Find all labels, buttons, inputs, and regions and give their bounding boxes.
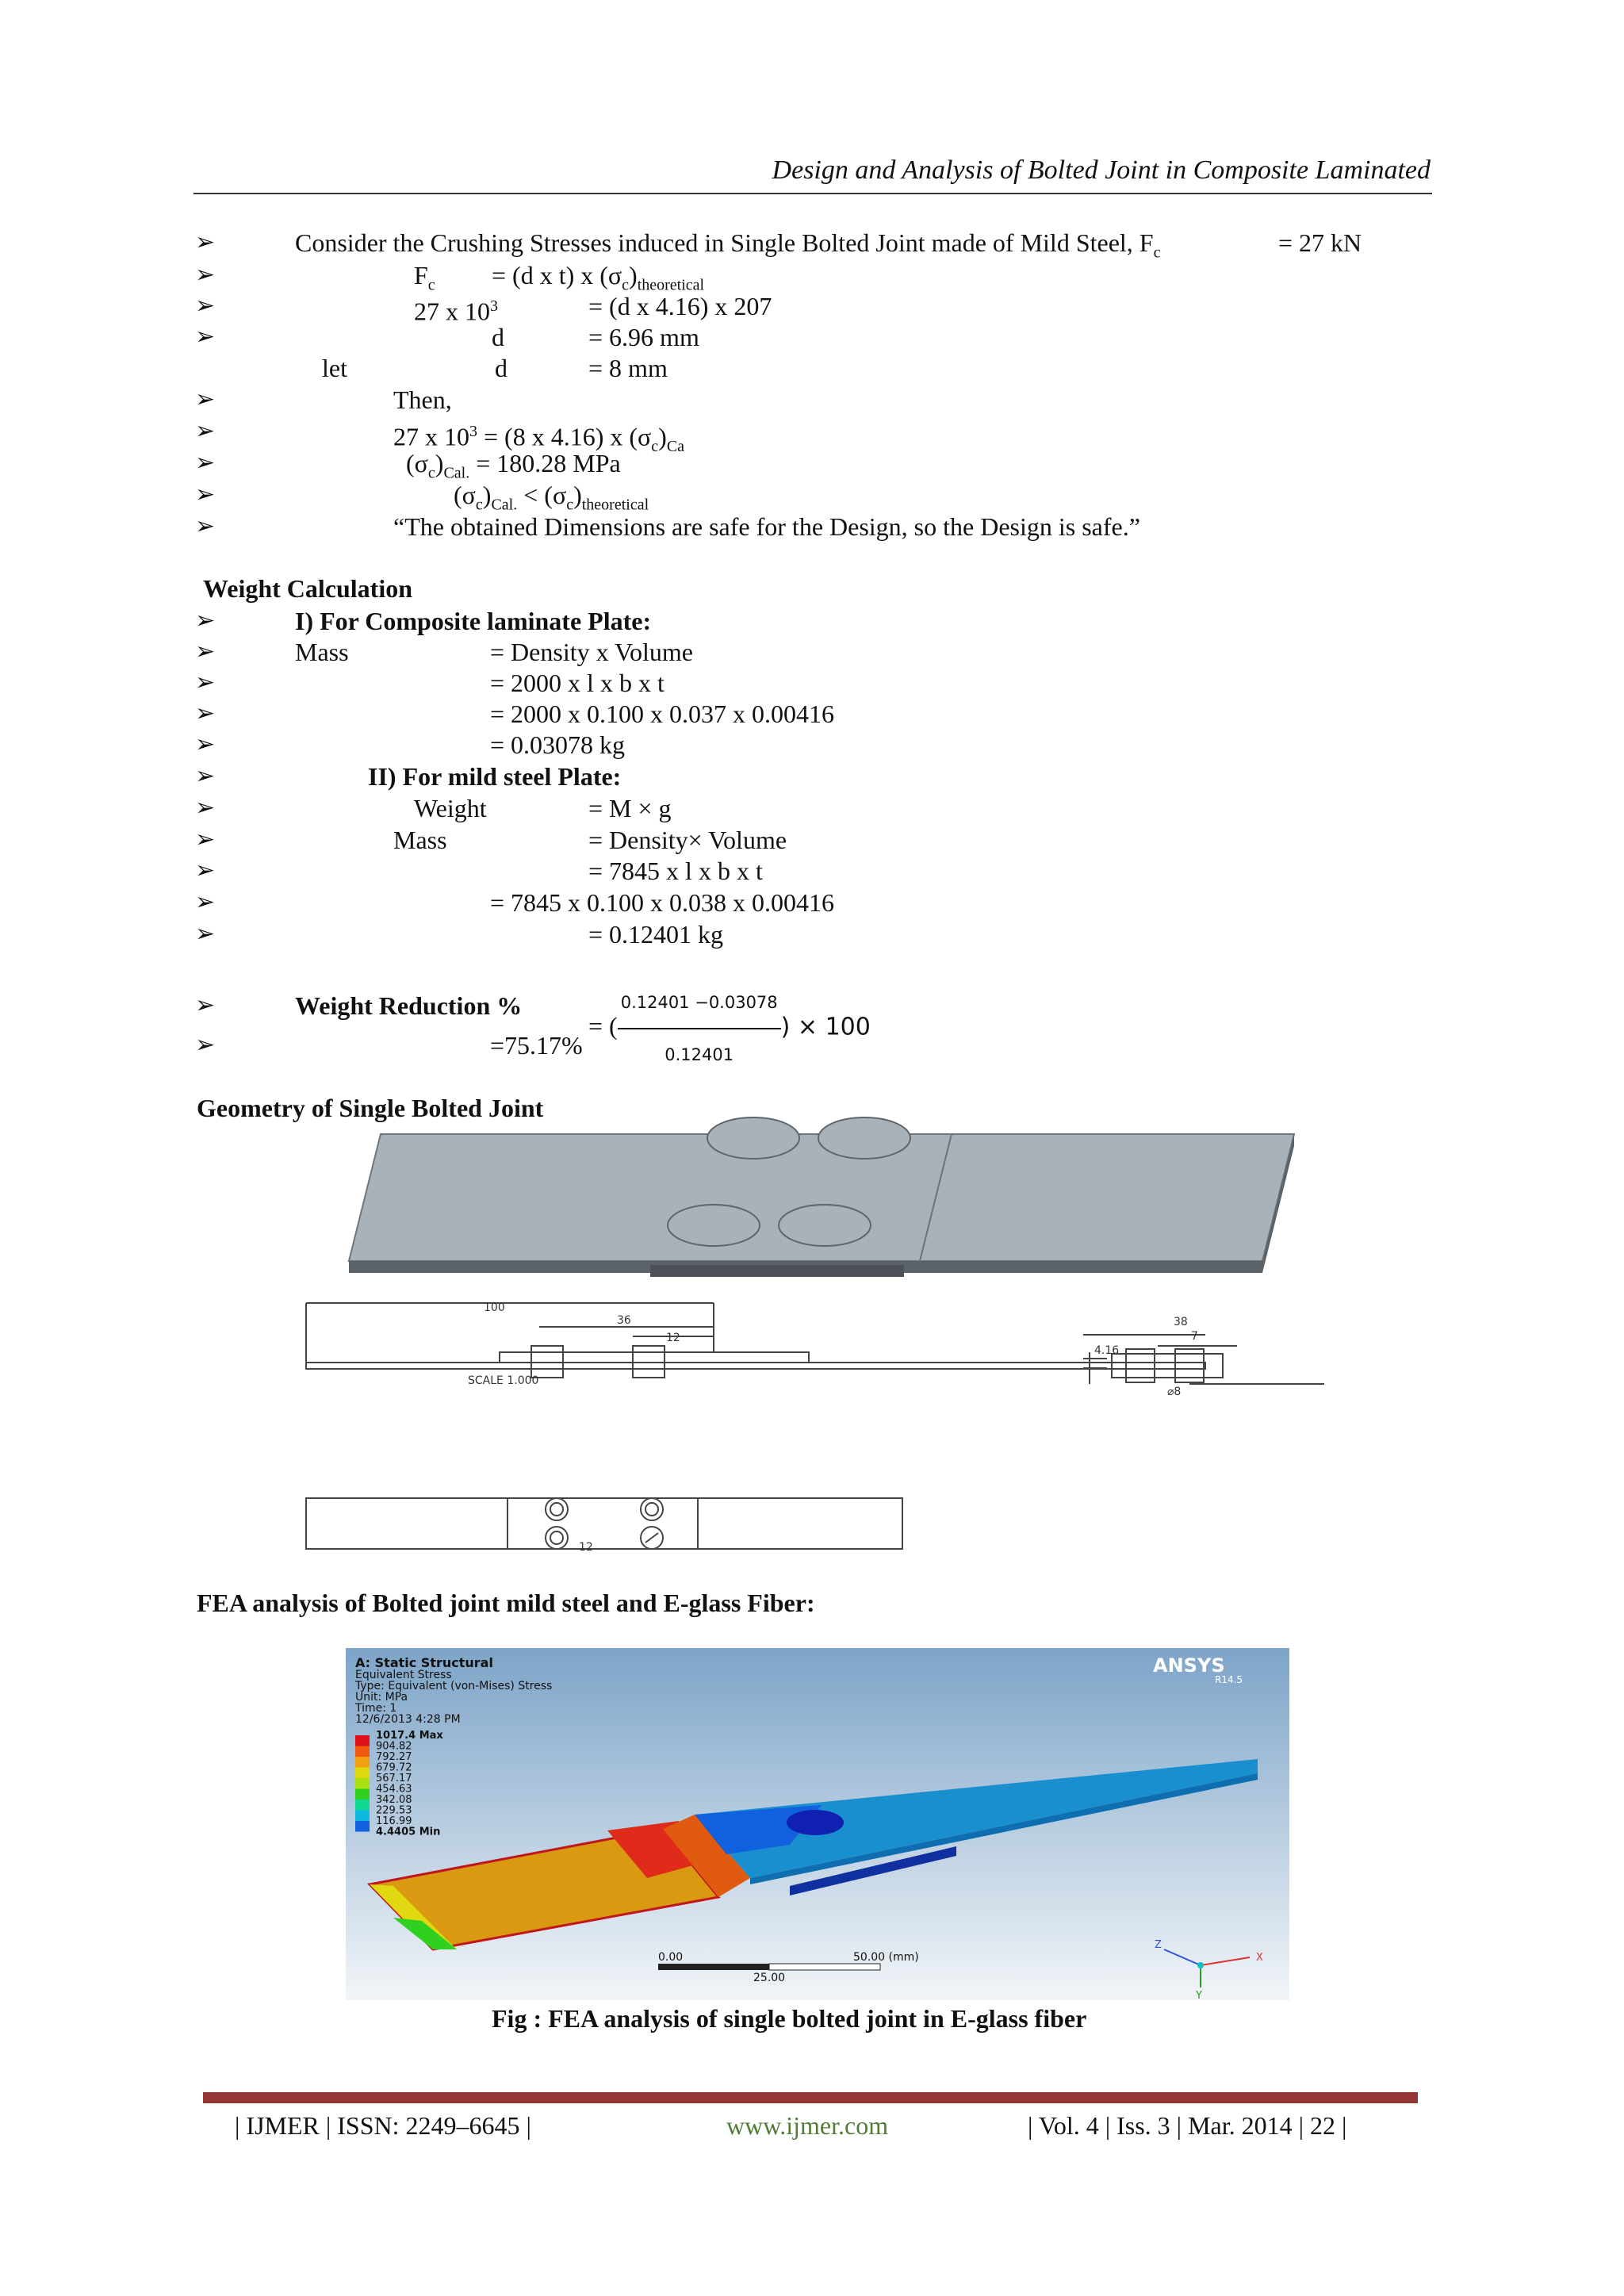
joint-3d-model [333,1114,1300,1281]
footer-left: | IJMER | ISSN: 2249–6645 | [235,2111,531,2140]
axis-x-label: X [1256,1952,1263,1964]
scale-50: 50.00 (mm) [853,1951,919,1964]
crush-line-5-lhs: d [495,354,508,382]
crush-line-3-lhs: 27 x $10^3$ [414,297,498,326]
axis-z-label: Z [1155,1939,1162,1951]
w3: = 2000 x 0.100 x 0.037 x 0.00416 [490,700,835,728]
legend-swatch [355,1789,370,1800]
fea-line-6: 12/6/2013 4:28 PM [355,1713,461,1726]
dim-36-label: 36 [617,1314,631,1327]
dim-12-label: 12 [666,1332,680,1344]
crush-line-6: Then, [393,385,452,414]
ansys-logo: ANSYS [1153,1654,1225,1677]
bullet-icon: ➢ [195,608,216,634]
dim-100-label: 100 [484,1301,505,1314]
weight-heading: Weight Calculation [203,574,413,603]
fea-line-3: Type: Equivalent (von-Mises) Stress [355,1680,553,1692]
legend-label: 904.82 [376,1740,412,1753]
legend-swatch [355,1811,370,1822]
scale-25: 25.00 [753,1972,786,1984]
crush-line-2-rhs: = (d x t) x $(\sigma_c)_{theoretical}$ [492,261,705,294]
crush-line-8: $(\sigma_c)_{Cal.} = 180.28$ MPa [406,449,621,482]
bullet-icon: ➢ [195,889,216,915]
fea-line-2: Equivalent Stress [355,1669,452,1681]
dim-38-label: 38 [1174,1316,1188,1328]
bullet-icon: ➢ [195,293,216,319]
legend-swatch [355,1735,370,1746]
fea-title: A: Static Structural [355,1655,493,1670]
legend-label: 792.27 [376,1751,412,1763]
bullet-icon: ➢ [195,857,216,884]
crush-line-2-lhs: $F_c$ [414,261,435,294]
legend-swatch [355,1778,370,1789]
legend-swatch [355,1768,370,1779]
crush-line-3-rhs: = (d x 4.16) x 207 [588,292,772,320]
bullet-icon: ➢ [195,731,216,757]
figure-caption: Fig : FEA analysis of single bolted joint in E-glass fiber [492,2004,1087,2033]
legend-swatch [355,1746,370,1757]
bullet-icon: ➢ [195,229,216,255]
legend-label: 679.72 [376,1761,412,1774]
header-rule [193,193,1432,194]
bullet-icon: ➢ [195,669,216,696]
bullet-icon: ➢ [195,921,216,947]
legend-label: 1017.4 Max [376,1730,443,1742]
fea-heading: FEA analysis of Bolted joint mild steel and E-glass Fiber: [197,1589,815,1617]
legend-swatch [355,1821,370,1832]
w7: = 7845 x l x b x t [588,857,763,885]
weight-reduction-label: Weight Reduction % [295,991,523,1020]
running-header: Design and Analysis of Bolted Joint in Composite Laminated [772,155,1431,185]
bullet-icon: ➢ [195,992,216,1018]
crush-line-9: $(\sigma_c)_{Cal.} < (\sigma_c)_{theoretical}$ [454,481,649,514]
fea-result-image [346,1648,1289,2000]
footer-url-link[interactable]: www.ijmer.com [726,2111,889,2140]
crush-line-5-let: let [322,354,347,382]
dim-416-label: 4.16 [1094,1344,1120,1357]
geometry-heading: Geometry of Single Bolted Joint [197,1094,544,1122]
footer-bar [203,2092,1418,2103]
bullet-icon: ➢ [195,700,216,726]
dim-7-label: 7 [1191,1330,1198,1343]
footer-right: | Vol. 4 | Iss. 3 | Mar. 2014 | 22 | [1028,2111,1347,2140]
w9: = 0.12401 kg [588,920,724,949]
stress-legend [355,1735,370,1832]
scale-bar-dark [658,1964,769,1970]
bullet-icon: ➢ [195,450,216,476]
reduction-fraction: $\frac{0.12401 -0.03078}{0.12401}$ [618,979,781,1079]
bullet-icon: ➢ [195,513,216,539]
bullet-icon: ➢ [195,795,216,821]
bullet-icon: ➢ [195,481,216,508]
legend-label: 4.4405 Min [376,1826,441,1838]
legend-label: 567.17 [376,1773,412,1784]
weight-sub-2: II) For mild steel Plate: [368,762,622,791]
w5-lhs: Weight [414,794,487,822]
w8: = 7845 x 0.100 x 0.038 x 0.00416 [490,888,835,917]
bullet-icon: ➢ [195,763,216,789]
w6-lhs: Mass [393,826,447,854]
fea-line-4: Unit: MPa [355,1691,408,1704]
crush-line-1-value: = 27 kN [1278,228,1362,257]
weight-sub-1: I) For Composite laminate Plate: [295,607,652,635]
bullet-icon: ➢ [195,1032,216,1058]
weight-reduction-formula: = ( $\frac{0.12401 -0.03078}{0.12401}$ ) × 100 [588,979,871,1079]
axis-y-label: Y [1196,1990,1202,2000]
scale-label: SCALE 1.000 [468,1374,539,1387]
w6-rhs: = Density× Volume [588,826,787,854]
bullet-icon: ➢ [195,386,216,412]
dim-12b-label: 12 [579,1541,593,1554]
crush-line-10: “The obtained Dimensions are safe for the Design, so the Design is safe.” [393,512,1140,541]
w1-rhs: = Density x Volume [490,638,693,666]
scale-bar-light [769,1964,880,1970]
joint-dimension-drawing [301,1297,1348,1558]
crush-line-5-rhs: = 8 mm [588,354,668,382]
ansys-version: R14.5 [1215,1674,1243,1685]
legend-label: 229.53 [376,1804,412,1817]
bullet-icon: ➢ [195,418,216,444]
scale-0: 0.00 [658,1951,684,1964]
bullet-icon: ➢ [195,262,216,288]
legend-label: 342.08 [376,1794,412,1806]
bullet-icon: ➢ [195,324,216,350]
crush-line-7: 27 x $10^3 = (8$ x 4.16) x $(\sigma_c)_{Ca}$ [393,422,685,456]
bullet-icon: ➢ [195,638,216,665]
weight-reduction-result: =75.17% [490,1031,583,1060]
crush-line-4-lhs: d [492,323,504,351]
w4: = 0.03078 kg [490,730,626,759]
w2: = 2000 x l x b x t [490,669,665,697]
dim-d8-label: ⌀8 [1167,1386,1182,1398]
w5-rhs: = M × g [588,794,672,822]
w1-lhs: Mass [295,638,349,666]
legend-swatch [355,1757,370,1768]
legend-swatch [355,1800,370,1811]
crush-line-4-rhs: = 6.96 mm [588,323,699,351]
fea-line-5: Time: 1 [355,1702,397,1715]
legend-label: 454.63 [376,1783,412,1796]
bullet-icon: ➢ [195,826,216,853]
crush-line-1: Consider the Crushing Stresses induced in Single Bolted Joint made of Mild Steel, $F_c$ [295,228,1161,262]
legend-label: 116.99 [376,1815,412,1827]
